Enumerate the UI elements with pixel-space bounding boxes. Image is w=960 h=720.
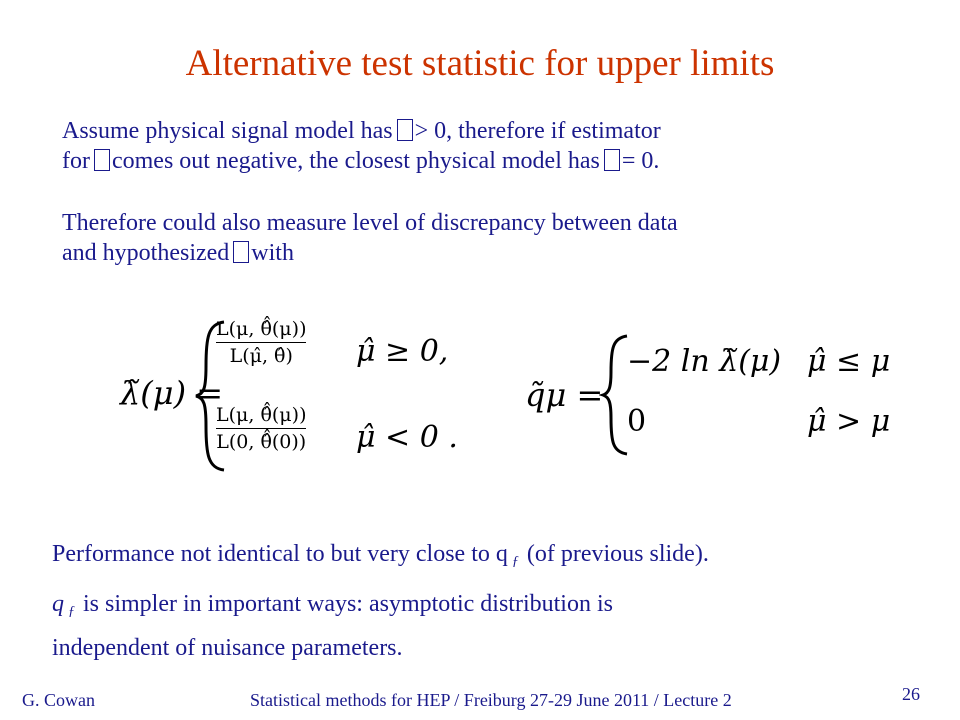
- q-case1-expression: −2 ln λ̃(μ): [627, 344, 782, 379]
- footer-page-number: 26: [902, 684, 920, 704]
- footer-author: G. Cowan: [22, 690, 95, 710]
- performance-line-2: [52, 586, 709, 630]
- lambda-case1-condition: μ̂ ≥ 0,: [356, 334, 449, 369]
- missing-glyph-mu: [233, 241, 249, 263]
- subscript-glyph: ƒ: [68, 604, 75, 619]
- lambda-case2-condition: μ̂ < 0 .: [356, 420, 458, 455]
- lambda-tilde-lhs: λ̃(μ) =: [120, 374, 224, 412]
- text-fragment: q: [52, 591, 64, 617]
- paragraph-performance: [52, 536, 709, 666]
- assumption-line-2: [62, 146, 661, 176]
- lambda-case1-fraction: [216, 318, 306, 367]
- q-tilde-lhs: q̃μ =: [525, 376, 604, 414]
- paragraph-assumption: [62, 116, 661, 176]
- discrepancy-line-1: Therefore could also measure level of discrepancy between data: [62, 210, 678, 236]
- performance-line-1: [52, 536, 709, 580]
- missing-glyph-mu: [94, 149, 110, 171]
- subscript-glyph: ƒ: [511, 554, 519, 569]
- lambda-case2-denominator: L(0, θ̂̂(0)): [216, 431, 307, 453]
- text-fragment: is simpler in important ways: asymptotic distribution is: [83, 591, 613, 617]
- lambda-case1-numerator: L(μ, θ̂̂(μ)): [216, 318, 307, 340]
- text-fragment: and hypothesized: [62, 240, 230, 266]
- lambda-tilde-equation: [120, 316, 480, 476]
- fraction-bar: [216, 342, 306, 343]
- paragraph-discrepancy: [62, 208, 678, 268]
- text-fragment: comes out negative, the closest physical model has: [111, 148, 600, 174]
- text-fragment: = 0.: [621, 148, 660, 174]
- q-case2-condition: μ̂ > μ: [807, 404, 891, 439]
- q-tilde-equation: [525, 330, 915, 460]
- footer-course: Statistical methods for HEP / Freiburg 27-29 June 2011 / Lecture 2: [250, 690, 732, 710]
- fraction-bar: [216, 428, 306, 429]
- lambda-case1-denominator: L(μ̂, θ̂): [229, 345, 293, 367]
- text-fragment: Assume physical signal model has: [62, 118, 393, 144]
- lambda-case2-numerator: L(μ, θ̂̂(μ)): [216, 404, 307, 426]
- text-fragment: > 0, therefore if estimator: [414, 118, 661, 144]
- text-fragment: Performance not identical to but very close to q: [52, 541, 508, 567]
- text-fragment: with: [251, 240, 294, 266]
- discrepancy-line-2: [62, 238, 678, 268]
- assumption-line-1: [62, 116, 661, 146]
- lambda-case2-fraction: [216, 404, 306, 453]
- text-fragment: for: [62, 148, 90, 174]
- q-case2-expression: 0: [627, 404, 647, 439]
- slide-title: Alternative test statistic for upper limits: [185, 43, 775, 84]
- text-fragment: (of previous slide).: [526, 541, 709, 567]
- missing-glyph-mu: [397, 119, 413, 141]
- missing-glyph-mu: [604, 149, 620, 171]
- performance-line-3: independent of nuisance parameters.: [52, 635, 403, 661]
- q-case1-condition: μ̂ ≤ μ: [807, 344, 891, 379]
